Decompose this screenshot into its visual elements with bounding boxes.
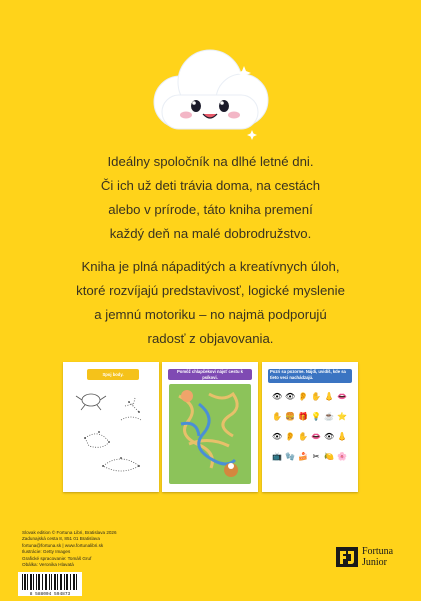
- flower-icon: 🌸: [337, 452, 347, 461]
- ear-icon: 👂: [285, 432, 295, 441]
- maze-paths: [169, 384, 251, 484]
- imprint-block: [22, 530, 242, 568]
- object-grid: [272, 386, 350, 482]
- eye-icon: 👁: [272, 432, 283, 441]
- barcode-number: 8 588004 594873: [29, 592, 71, 596]
- blurb-line: alebo v prírode, táto kniha premení: [108, 202, 313, 217]
- hand-icon: ✋: [298, 432, 308, 441]
- star-icon: ⭐: [337, 412, 347, 421]
- preview-page-title: Pozri sa pozorne. Nájdi, uvidíš, kde sa tieto veci nachádzajú.: [268, 369, 352, 383]
- imprint-line: Grafické spracovanie: Tomáš Gruf: [22, 555, 92, 561]
- lips-icon: 👄: [311, 432, 321, 441]
- hand-icon: ✋: [311, 392, 321, 401]
- tv-icon: 📺: [272, 452, 282, 461]
- preview-page-find-objects: [262, 362, 358, 492]
- publisher-name-line: Junior: [362, 557, 387, 568]
- blurb-paragraph-1: [20, 150, 401, 246]
- nose-icon: 👃: [324, 392, 334, 401]
- blurb-line: a jemnú motoriku – no najmä podporujú: [94, 307, 327, 322]
- burger-icon: 🍔: [285, 412, 295, 421]
- maze-illustration: [169, 384, 251, 484]
- imprint-line: Zadunajská cesta 8, 851 01 Bratislava: [22, 536, 100, 542]
- preview-page-title: Pomôž chlapčekovi nájsť cestu k psíkovi.: [168, 369, 252, 380]
- preview-page-maze: [162, 362, 258, 492]
- hand-icon: ✋: [272, 412, 282, 421]
- eye-icon: 👁: [272, 392, 283, 401]
- blurb-line: radosť z objavovania.: [147, 331, 274, 346]
- lemon-icon: 🍋: [324, 452, 334, 461]
- eye-icon: 👁: [285, 392, 296, 401]
- blurb-line: Či ich už deti trávia doma, na cestách: [100, 178, 321, 193]
- gift-icon: 🎁: [298, 412, 308, 421]
- preview-page-connect-dots: [63, 362, 159, 492]
- blurb-line: každý deň na malé dobrodružstvo.: [109, 226, 312, 241]
- cloud-mascot-illustration: [140, 40, 280, 145]
- cup-icon: ☕: [324, 412, 334, 421]
- preview-page-title: Spoj body.: [87, 369, 139, 380]
- blurb-line: Kniha je plná nápaditých a kreatívnych úloh,: [81, 259, 340, 274]
- cake-icon: 🍰: [298, 452, 308, 461]
- scissors-icon: ✂: [312, 452, 320, 461]
- blurb-paragraph-2: [20, 255, 401, 351]
- ear-icon: 👂: [298, 392, 308, 401]
- eye-icon: 👁: [324, 432, 335, 441]
- fortuna-junior-mark-icon: [336, 547, 358, 567]
- publisher-logo: [336, 545, 406, 571]
- imprint-line: Ilustrácie: Getty Images: [22, 549, 71, 555]
- blurb-line: Ideálny spoločník na dlhé letné dni.: [107, 154, 314, 169]
- blurb-line: ktoré rozvíjajú predstavivosť, logické myslenie: [76, 283, 345, 298]
- dot-to-dot-illustration: [63, 380, 159, 490]
- nose-icon: 👃: [337, 432, 347, 441]
- publisher-name-line: Fortuna: [362, 546, 394, 557]
- imprint-line: Obálka: Veronika Hlavatá: [22, 562, 74, 568]
- barcode-bars: [18, 572, 82, 596]
- glove-icon: 🧤: [285, 452, 295, 461]
- bulb-icon: 💡: [311, 412, 321, 421]
- publisher-name: [362, 546, 393, 568]
- lips-icon: 👄: [337, 392, 347, 401]
- imprint-line: Slovak edition © Fortuna Libri, Bratislava 2026: [22, 530, 117, 535]
- imprint-line: fortuna@fortuna.sk | www.fortunalibri.sk: [22, 542, 104, 548]
- barcode: [18, 572, 82, 596]
